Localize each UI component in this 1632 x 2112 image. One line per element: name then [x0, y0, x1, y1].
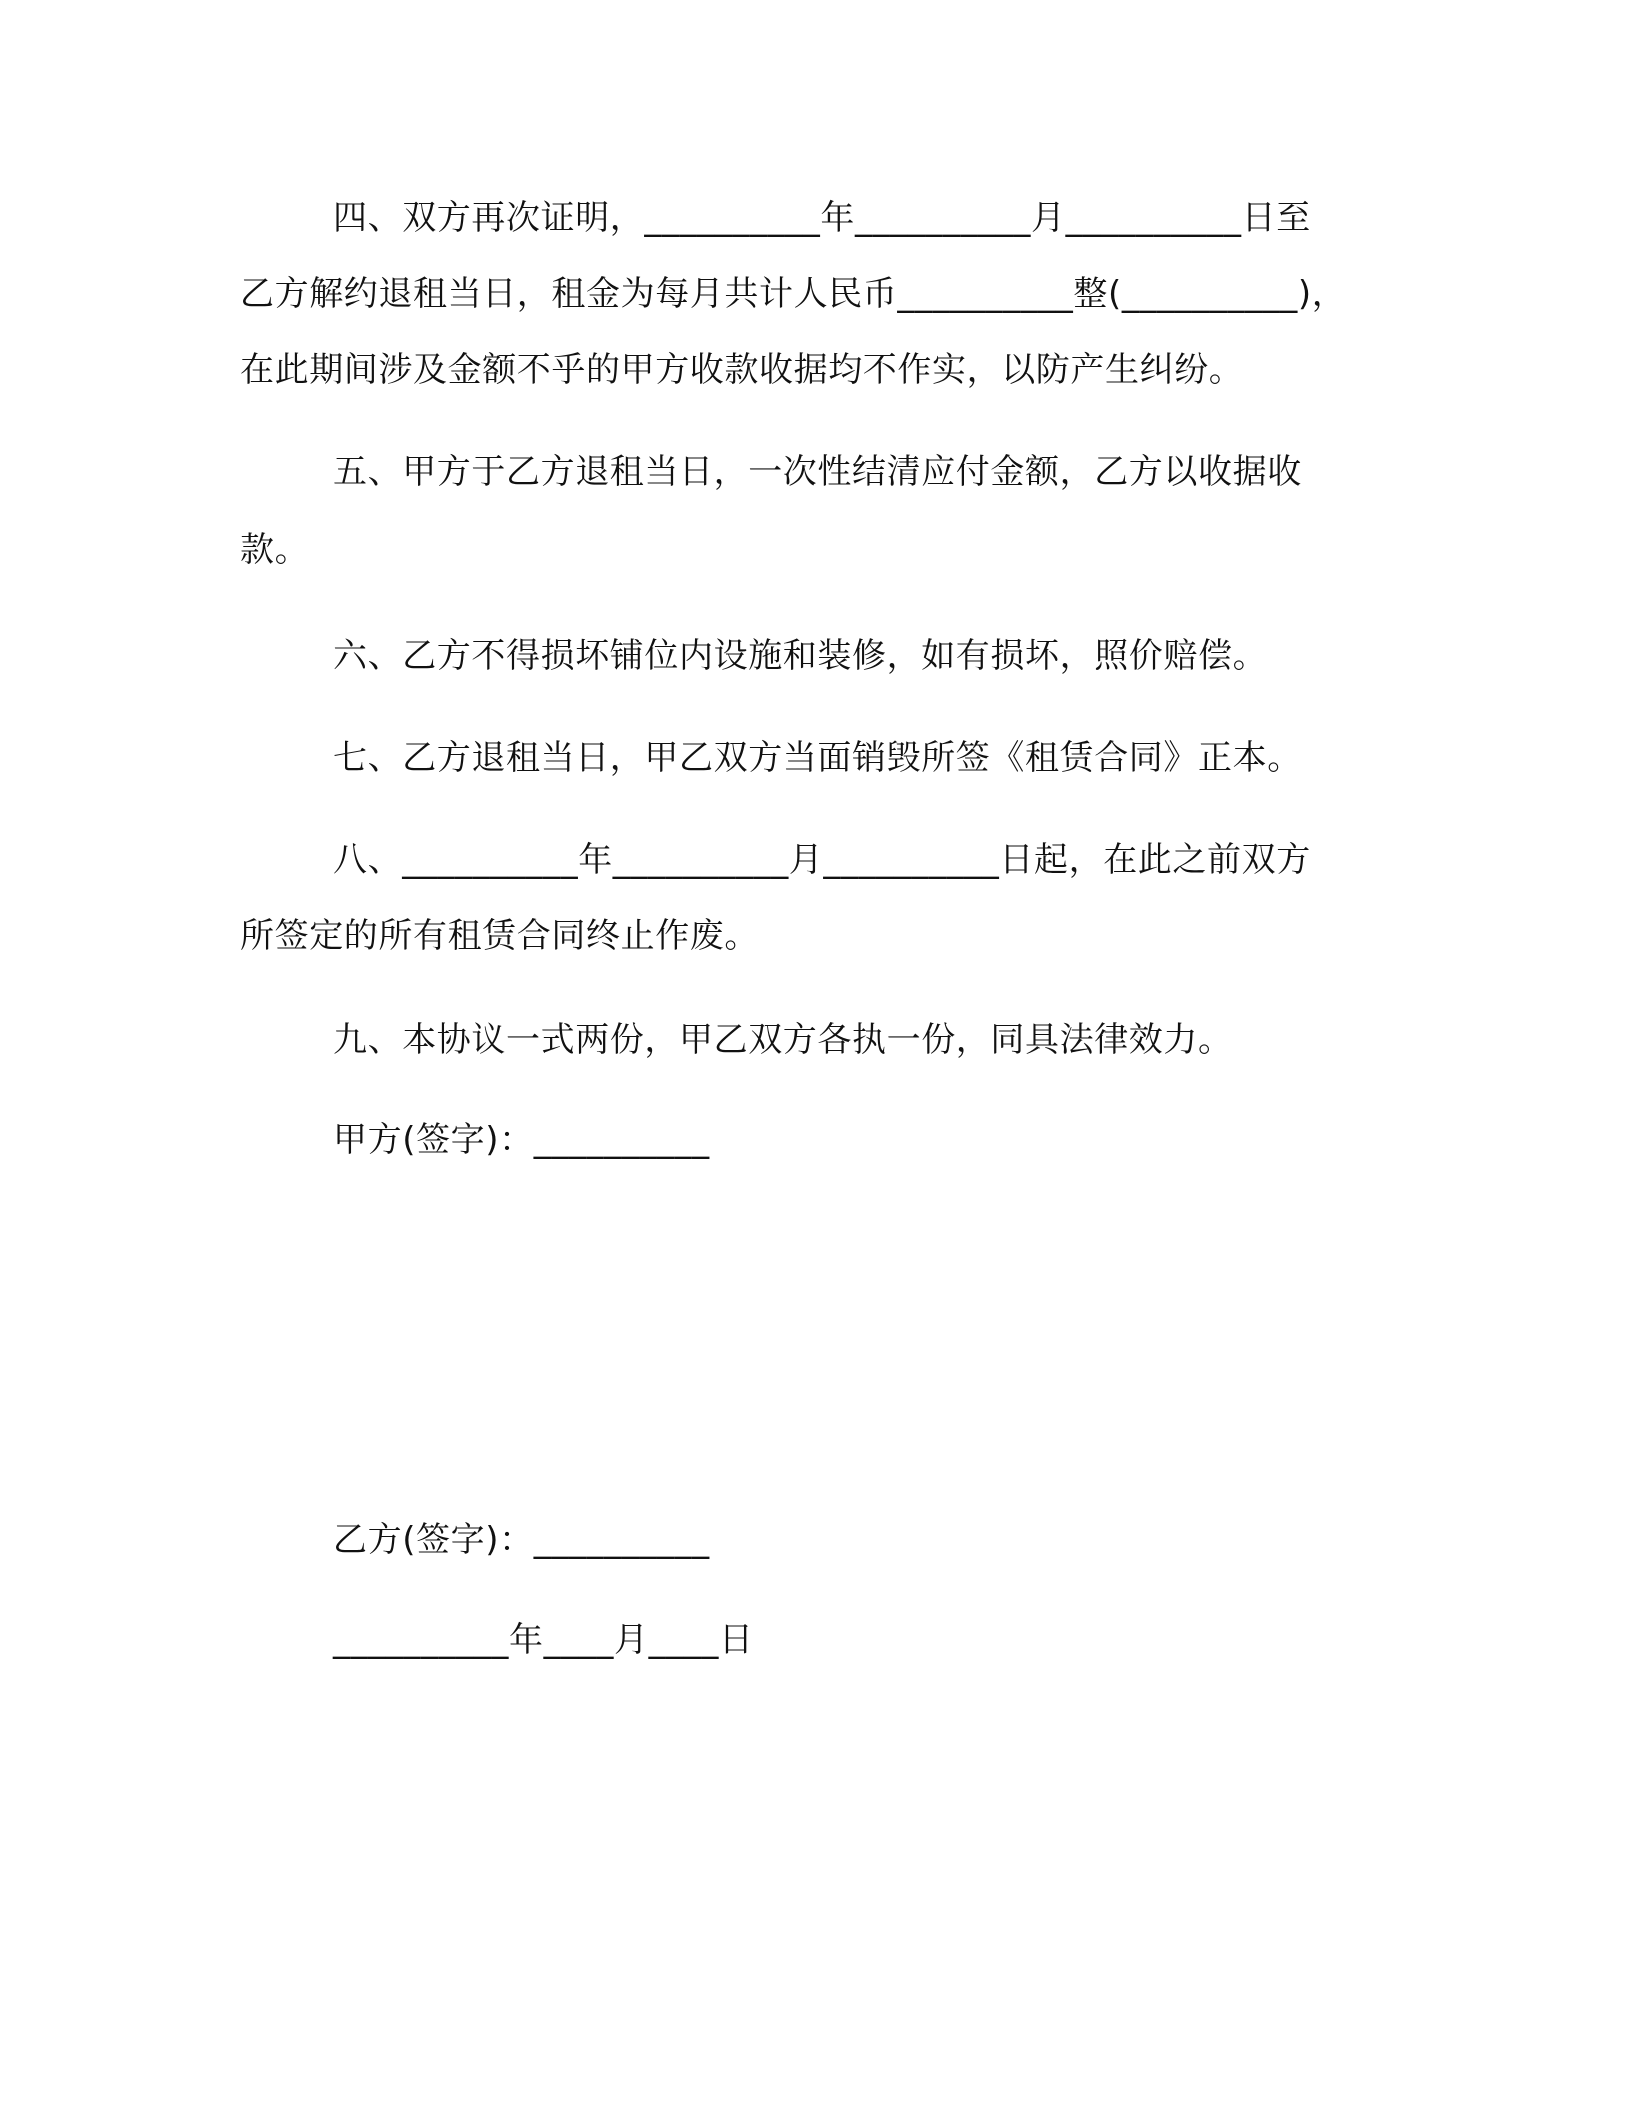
clause-8-line-2: 所签定的所有租赁合同终止作废。 — [240, 916, 759, 956]
party-a-signature: 甲方(签字)：__________ — [333, 1120, 710, 1160]
clause-5-line-2: 款。 — [240, 530, 310, 570]
clause-7-line-1: 七、乙方退租当日，甲乙双方当面销毁所签《租赁合同》正本。 — [333, 738, 1302, 778]
party-b-signature: 乙方(签字)：__________ — [333, 1520, 710, 1560]
clause-4-line-1: 四、双方再次证明，__________年__________月__________日至 — [333, 198, 1311, 238]
clause-4-line-3: 在此期间涉及金额不乎的甲方收款收据均不作实，以防产生纠纷。 — [240, 350, 1244, 390]
signature-date: __________年____月____日 — [333, 1620, 754, 1660]
clause-4-line-2: 乙方解约退租当日，租金为每月共计人民币__________整(__________)， — [240, 274, 1347, 314]
clause-6-line-1: 六、乙方不得损坏铺位内设施和装修，如有损坏，照价赔偿。 — [333, 636, 1268, 676]
clause-5-line-1: 五、甲方于乙方退租当日，一次性结清应付金额，乙方以收据收 — [333, 452, 1302, 492]
clause-8-line-1: 八、__________年__________月__________日起，在此之前双方 — [333, 840, 1311, 880]
clause-9-line-1: 九、本协议一式两份，甲乙双方各执一份，同具法律效力。 — [333, 1020, 1233, 1060]
